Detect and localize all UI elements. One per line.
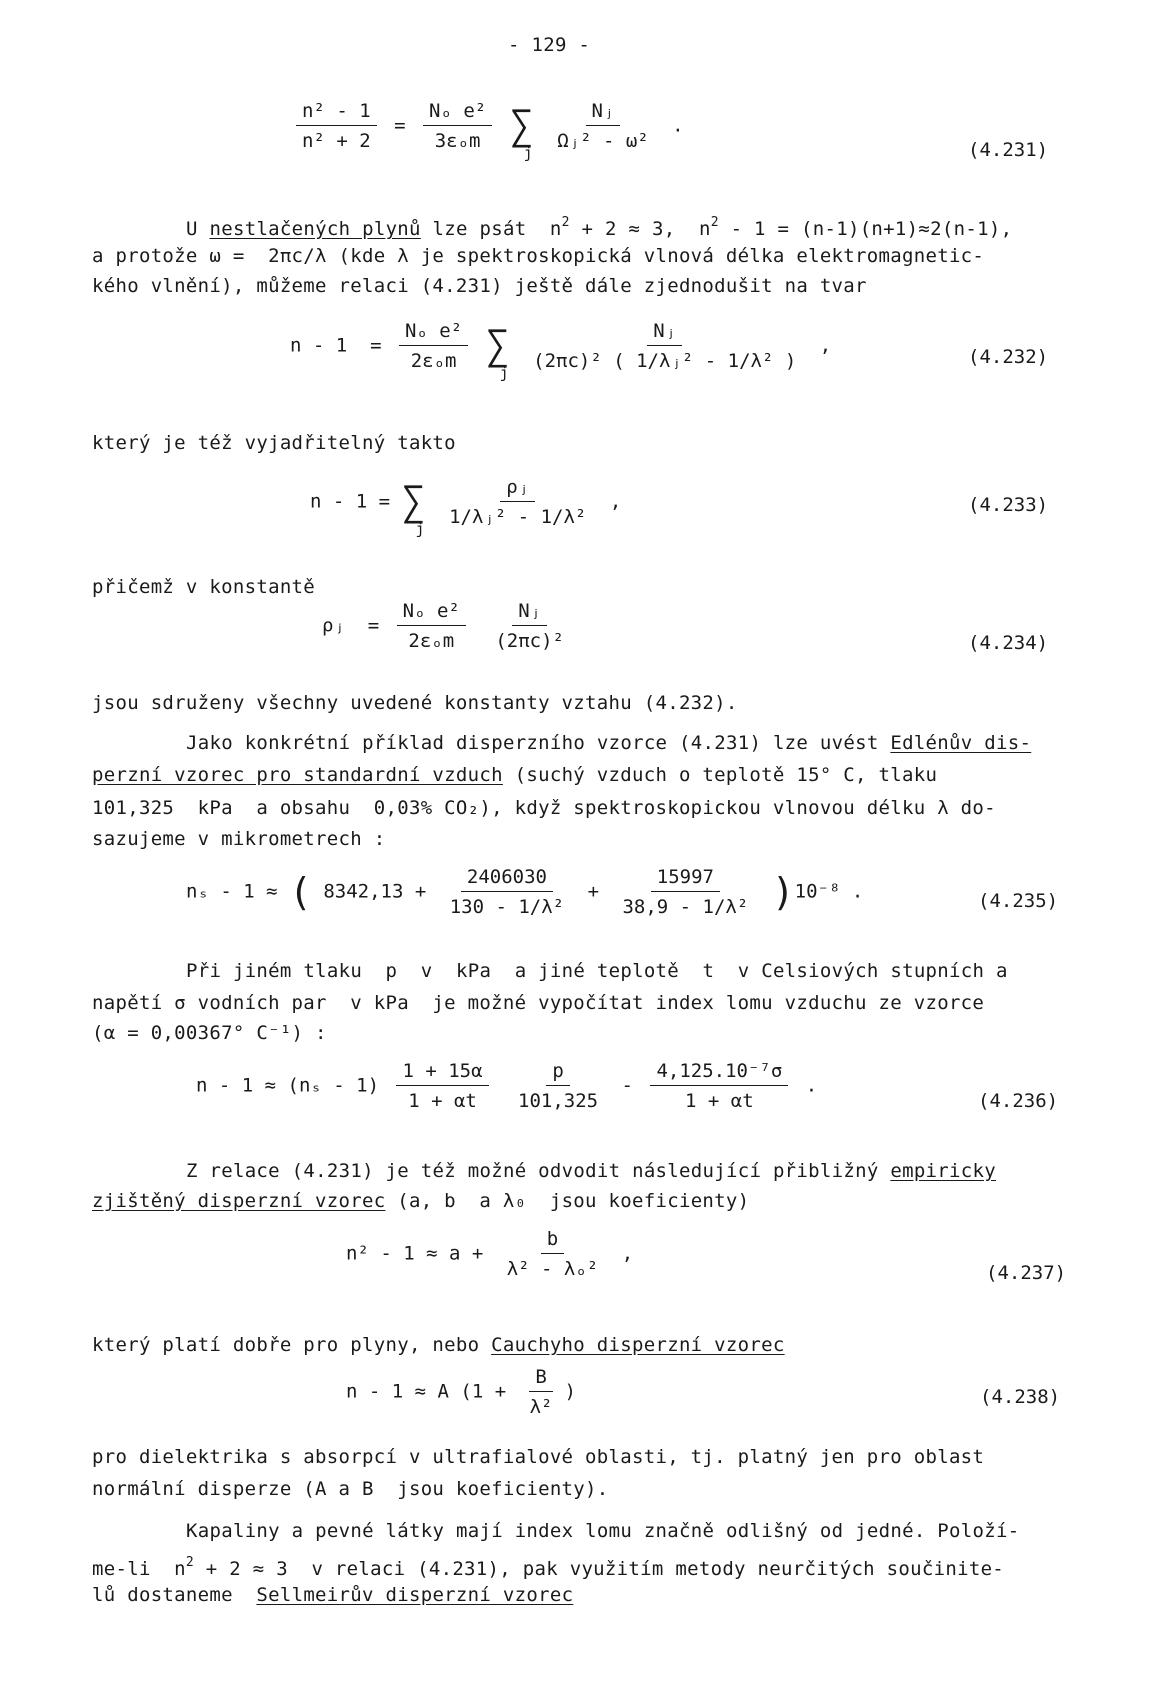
paragraph-4-line-2: zjištěný disperzní vzorec (a, b a λ₀ jsou koeficienty)	[92, 1190, 750, 1212]
equation-label-4-237: (4.237)	[986, 1262, 1067, 1284]
eq231-sum-index: j	[523, 144, 533, 162]
eq233-sum-denominator: 1/λⱼ² - 1/λ²	[449, 506, 587, 528]
eq232-sum-index: j	[499, 364, 509, 382]
equation-label-4-231: (4.231)	[968, 139, 1049, 161]
eq235-plus: +	[587, 880, 600, 903]
term-empiricky: empiricky	[890, 1160, 996, 1182]
eq236-fraction-2-denominator: 101,325	[518, 1090, 599, 1112]
eq236-fraction-2	[512, 1060, 604, 1112]
eq235-fraction-1-numerator: 2406030	[461, 866, 553, 892]
eq236-period: .	[805, 1074, 818, 1097]
eq235-fraction-2-numerator: 15997	[651, 866, 720, 892]
eq235-fraction-2-denominator: 38,9 - 1/λ²	[622, 896, 749, 918]
eq232-constant-fraction	[399, 320, 468, 372]
eq234-constant-denominator: 2εₒm	[408, 630, 455, 652]
eq232-constant-numerator: Nₒ e²	[399, 320, 468, 346]
eq231-sum-denominator: Ωⱼ² - ω²	[557, 130, 649, 152]
paragraph-6-line-2: me-li $n^2 + 2 \approx 3$ v relaci (4.231), pak využitím metody neurčitých součinite-	[92, 1555, 1005, 1580]
paragraph-2-line-4: sazujeme v mikrometrech :	[92, 828, 386, 850]
equation-4-232	[290, 320, 832, 382]
eq238-fraction	[524, 1366, 559, 1418]
eq236-minus: -	[621, 1074, 633, 1097]
equation-4-231	[290, 100, 684, 162]
paragraph-3-line-1: Při jiném tlaku p v kPa a jiné teplotě t v Celsiových stupních a	[186, 960, 1008, 982]
eq233-sum-fraction	[443, 476, 592, 528]
eq237-comma: ,	[621, 1242, 634, 1265]
eq232-sum-fraction	[527, 320, 802, 372]
eq232-sum	[485, 323, 510, 382]
equation-4-238	[346, 1366, 576, 1418]
term-sellmeiruv: Sellmeirův disperzní vzorec	[256, 1584, 574, 1606]
equation-label-4-233: (4.233)	[968, 494, 1049, 516]
eq236-fraction-1-denominator: 1 + αt	[408, 1090, 477, 1112]
eq232-sum-denominator: (2πc)² ( 1/λⱼ² - 1/λ² )	[533, 350, 797, 372]
eq234-constant-fraction	[397, 600, 466, 652]
text-pricemz: přičemž v konstantě	[92, 576, 316, 598]
sum-sign-icon: ∑	[509, 103, 534, 149]
eq236-fraction-3-denominator: 1 + αt	[685, 1090, 754, 1112]
eq234-second-fraction	[489, 600, 570, 652]
eq231-sum	[509, 103, 534, 162]
eq235-period: .	[851, 880, 864, 903]
sum-sign-icon: ∑	[401, 479, 426, 525]
term-standardni-vzduch: perzní vzorec pro standardní vzduch	[92, 764, 503, 786]
eq233-sum	[401, 479, 426, 538]
eq231-lhs-numerator: n² - 1	[296, 100, 377, 126]
eq232-constant-denominator: 2εₒm	[410, 350, 457, 372]
eq237-denominator: λ² - λₒ²	[506, 1258, 599, 1280]
paragraph-3-line-3: (α = 0,00367° C⁻¹) :	[92, 1022, 327, 1044]
eq231-constant-numerator: Nₒ e²	[423, 100, 492, 126]
paragraph-6-line-1: Kapaliny a pevné látky mají index lomu značně odlišný od jedné. Položí-	[186, 1520, 1020, 1542]
eq235-fraction-2	[616, 866, 754, 918]
text-ktery-je-tez: který je též vyjadřitelný takto	[92, 432, 456, 454]
eq231-sum-numerator: Nⱼ	[586, 100, 621, 126]
paragraph-2-line-1: Jako konkrétní příklad disperzního vzorce (4.231) lze uvést Edlénův dis-	[186, 732, 1032, 754]
eq237-numerator: b	[541, 1228, 564, 1254]
eq236-fraction-3	[650, 1060, 788, 1112]
eq234-constant-numerator: Nₒ e²	[397, 600, 466, 626]
eq231-constant-fraction	[423, 100, 492, 152]
eq234-second-denominator: (2πc)²	[495, 630, 564, 652]
equation-label-4-234: (4.234)	[968, 632, 1049, 654]
eq236-fraction-1-numerator: 1 + 15α	[396, 1060, 488, 1086]
paragraph-4-line-1: Z relace (4.231) je též možné odvodit následující přibližný empiricky	[186, 1160, 996, 1182]
eq237-fraction	[501, 1228, 605, 1280]
eq238-numerator: B	[529, 1366, 552, 1392]
equation-label-4-232: (4.232)	[968, 346, 1049, 368]
eq231-constant-denominator: 3εₒm	[434, 130, 481, 152]
eq232-comma: ,	[819, 334, 832, 357]
left-paren-icon: (	[288, 870, 312, 914]
eq231-lhs-fraction	[296, 100, 377, 152]
eq238-close-paren: )	[564, 1380, 576, 1403]
eq238-denominator: λ²	[529, 1396, 553, 1418]
paragraph-5-line-2: normální disperze (A a B jsou koeficienty).	[92, 1478, 609, 1500]
eq236-fraction-1	[396, 1060, 488, 1112]
eq237-lhs: n² - 1 ≈ a +	[346, 1242, 484, 1265]
page-number: - 129 -	[508, 34, 591, 56]
eq235-fraction-1	[444, 866, 570, 918]
equation-label-4-235: (4.235)	[978, 890, 1059, 912]
text-jsou-sdruzeny: jsou sdruženy všechny uvedené konstanty vztahu (4.232).	[92, 692, 738, 714]
eq236-fraction-3-numerator: 4,125.10⁻⁷σ	[650, 1060, 788, 1086]
equation-4-236	[196, 1060, 817, 1112]
paragraph-6-line-3: lů dostaneme Sellmeirův disperzní vzorec	[92, 1584, 574, 1606]
eq233-sum-numerator: ρⱼ	[500, 476, 535, 502]
sum-sign-icon: ∑	[485, 323, 510, 369]
equation-4-237	[346, 1228, 633, 1280]
eq234-lhs: ρⱼ =	[322, 614, 380, 637]
term-edlenuv: Edlénův dis-	[890, 732, 1032, 754]
paragraph-1-line-2: a protože ω = 2πc/λ (kde λ je spektroskopická vlnová délka elektromagnetic-	[92, 245, 985, 267]
paragraph-2-line-2: perzní vzorec pro standardní vzduch (suchý vzduch o teplotě 15° C, tlaku	[92, 764, 938, 786]
text-ktery-plati: který platí dobře pro plyny, nebo Cauchyho disperzní vzorec	[92, 1334, 785, 1356]
paragraph-1-line-3: kého vlnění), můžeme relaci (4.231) ještě dále zjednodušit na tvar	[92, 275, 867, 297]
eq236-lhs: n - 1 ≈ (nₛ - 1)	[196, 1074, 380, 1097]
term-disperzni-vzorec: zjištěný disperzní vzorec	[92, 1190, 386, 1212]
paragraph-2-line-3: 101,325 kPa a obsahu 0,03% CO₂), když spektroskopickou vlnovou délku λ do-	[92, 797, 996, 819]
eq235-constant: 8342,13 +	[323, 880, 427, 903]
eq235-factor: 10⁻⁸	[794, 880, 841, 903]
eq236-fraction-2-numerator: p	[546, 1060, 569, 1086]
equation-label-4-236: (4.236)	[978, 1090, 1059, 1112]
equation-label-4-238: (4.238)	[980, 1386, 1061, 1408]
eq235-lhs: nₛ - 1 ≈	[186, 880, 278, 903]
eq235-fraction-1-denominator: 130 - 1/λ²	[449, 896, 565, 918]
paragraph-3-line-2: napětí σ vodních par v kPa je možné vypočítat index lomu vzduchu ze vzorce	[92, 992, 985, 1014]
right-paren-icon: )	[771, 870, 795, 914]
term-cauchyho: Cauchyho disperzní vzorec	[491, 1334, 785, 1356]
equation-4-233	[310, 476, 622, 538]
equation-4-234	[322, 600, 576, 652]
eq233-comma: ,	[609, 490, 622, 513]
eq232-lhs: n - 1 =	[290, 334, 382, 357]
paragraph-1-line-1: U nestlačených plynů lze psát $n^2 + 2 \approx 3$, $n^2 - 1 = (n-1)(n+1)\approx 2(n-1)$,	[186, 215, 1013, 240]
eq231-equals: =	[394, 114, 406, 137]
eq238-lhs: n - 1 ≈ A (1 +	[346, 1380, 507, 1403]
term-nestlacenych-plynu: nestlačených plynů	[209, 218, 421, 240]
paragraph-5-line-1: pro dielektrika s absorpcí v ultrafialové oblasti, tj. platný jen pro oblast	[92, 1446, 985, 1468]
eq232-sum-numerator: Nⱼ	[647, 320, 682, 346]
eq231-sum-fraction	[551, 100, 655, 152]
eq233-sum-index: j	[415, 520, 425, 538]
eq234-second-numerator: Nⱼ	[512, 600, 547, 626]
eq233-lhs: n - 1 =	[310, 490, 391, 513]
equation-4-235	[186, 866, 863, 918]
eq231-lhs-denominator: n² + 2	[302, 130, 371, 152]
eq231-period: .	[672, 114, 684, 137]
